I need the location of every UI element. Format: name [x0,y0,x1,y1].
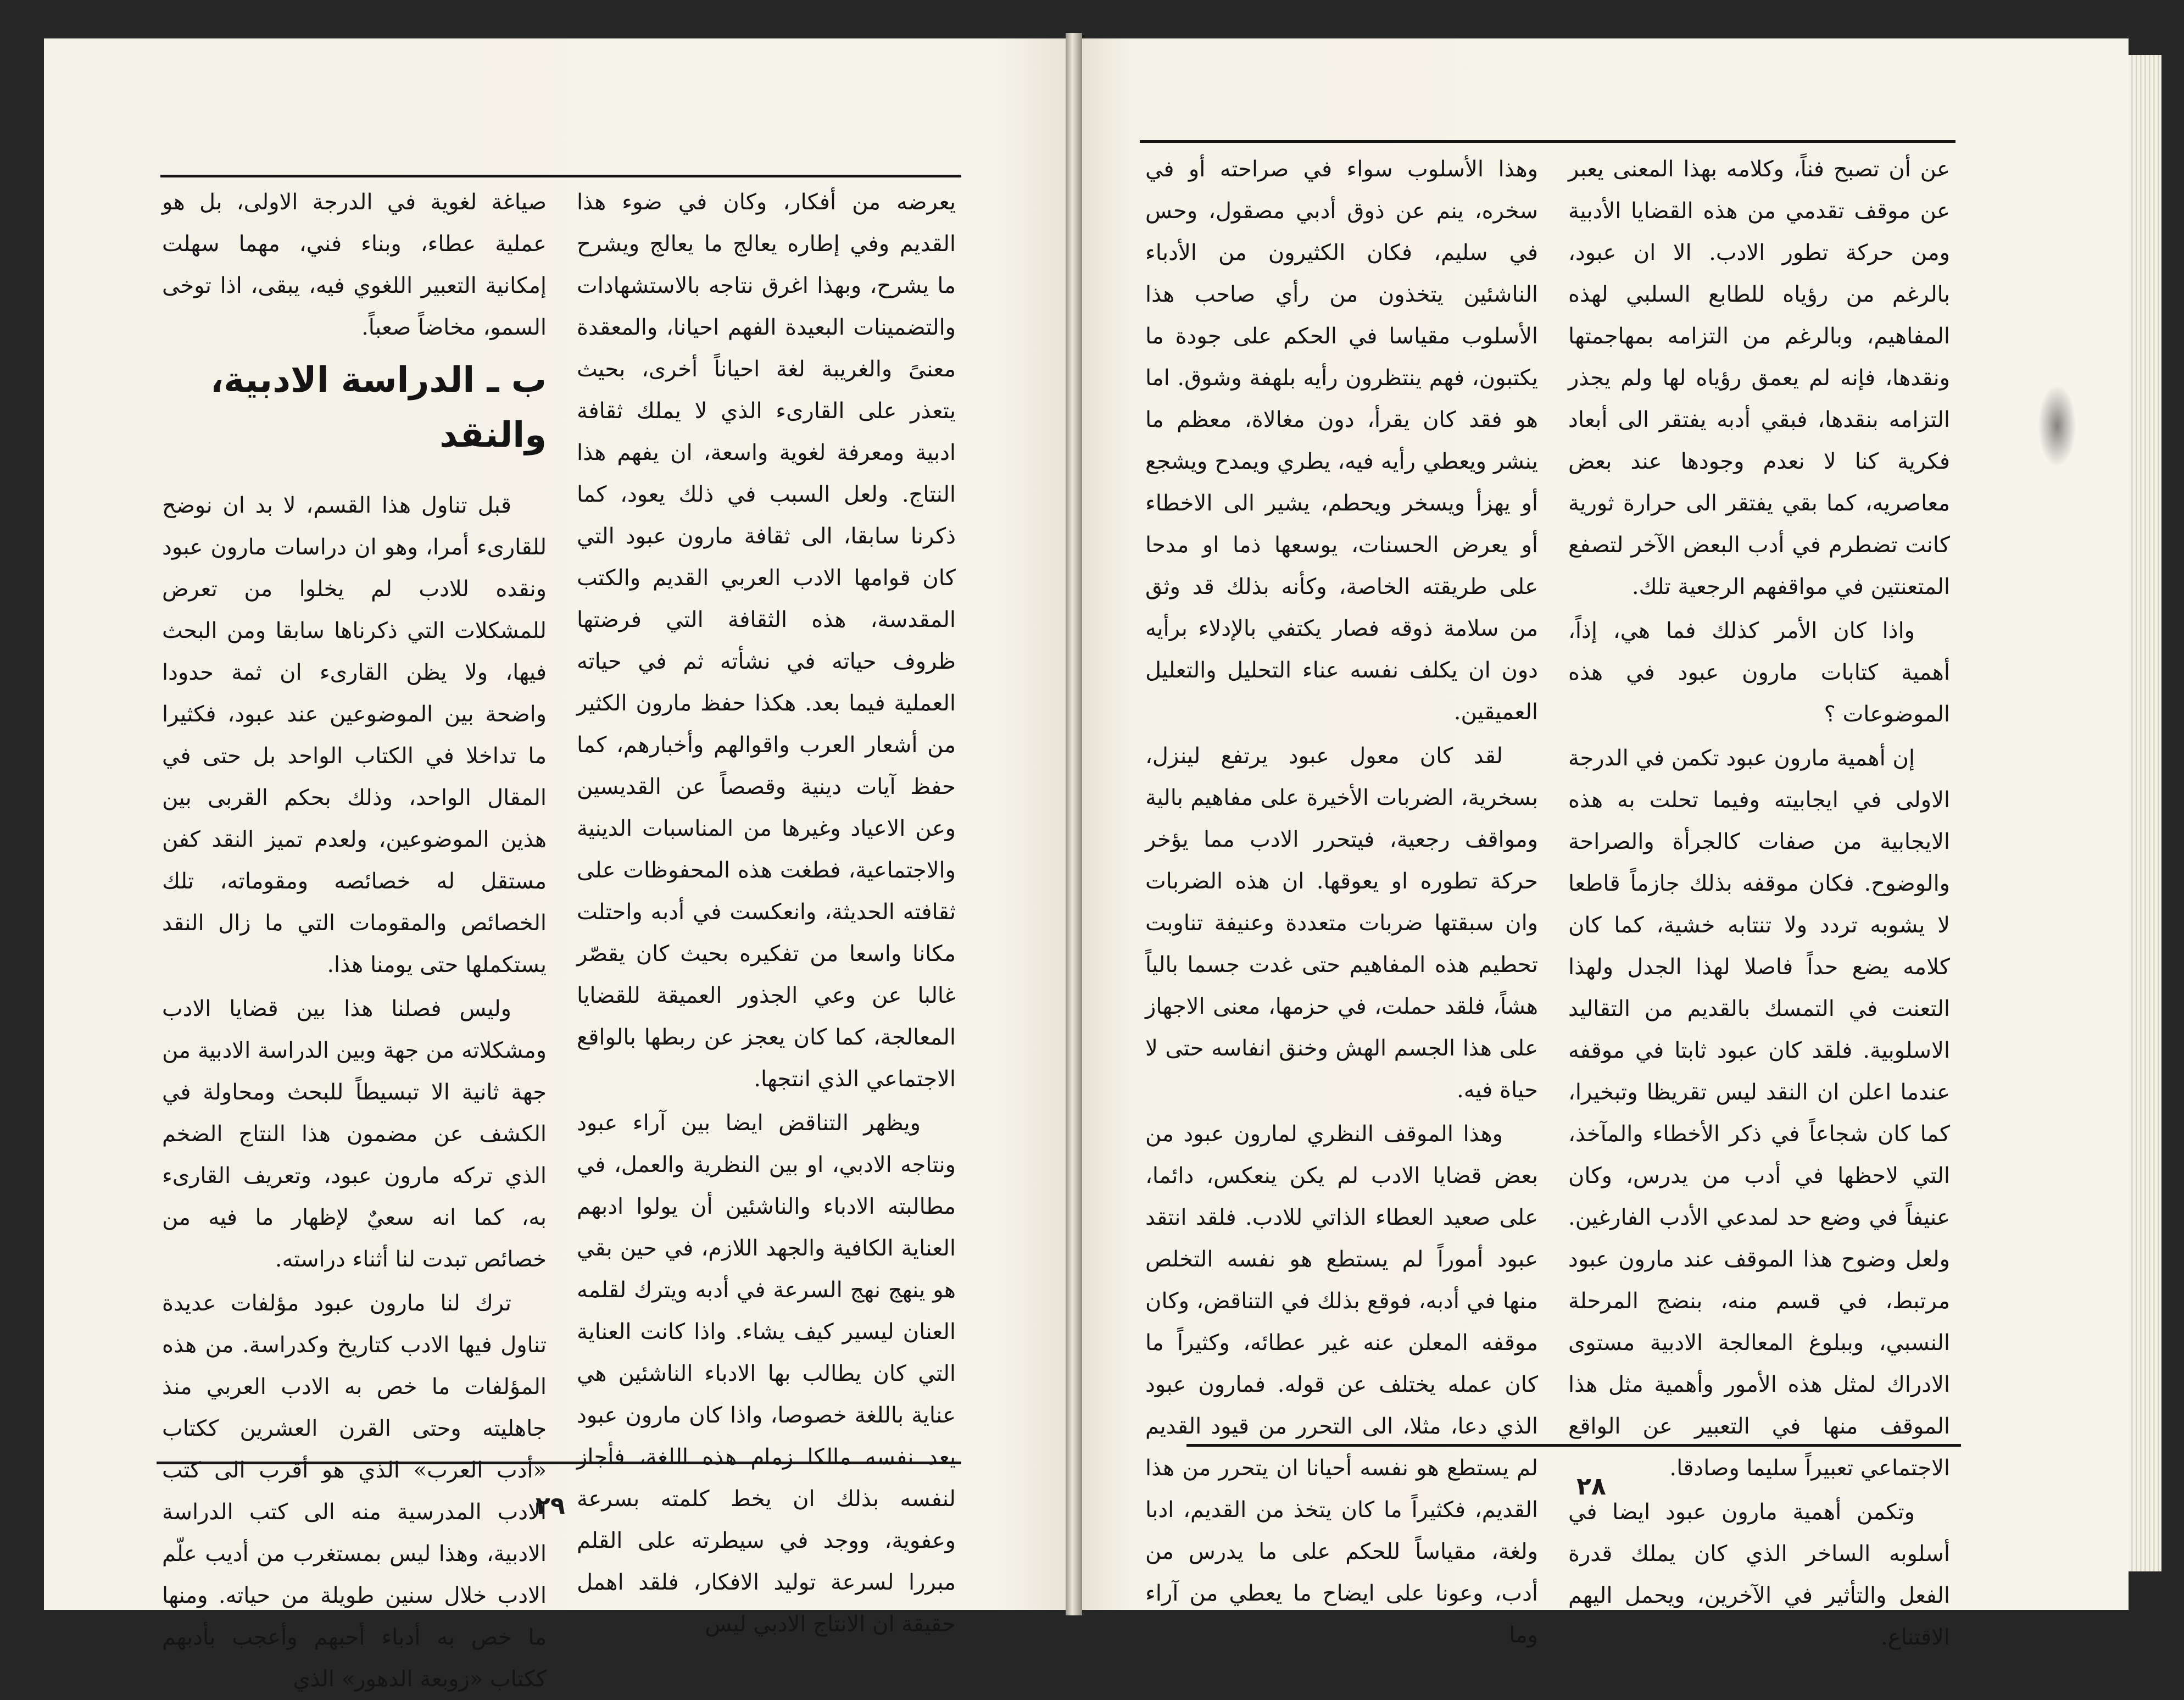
paragraph: عن أن تصبح فناً، وكلامه بهذا المعنى يعبر عن موقف تقدمي من هذه القضايا الأدبية ومن حركة تطور الادب. الا ان عبود، بالرغم من رؤياه للطابع السلبي لهذه المفاهيم، وبالرغم من التزامه بمهاجمتها ونقدها، فإنه لم يعمق رؤياه لها ولم يجذر التزامه بنقدها، فبقي أدبه يفتقر الى أبعاد فكرية كنا لا نعدم وجودها عند بعض معاصريه، كما بقي يفتقر الى حرارة ثورية كانت تضطرم في أدب البعض الآخر لتصفع المتعنتين في مواقفهم الرجعية تلك. [1568,157,1950,599]
left-page-top-rule [160,175,961,177]
section-heading: ب ـ الدراسة الادبية، والنقد [210,360,547,455]
paragraph: ترك لنا مارون عبود مؤلفات عديدة تناول فيها الادب كتاريخ وكدراسة. من هذه المؤلفات ما خص به الادب العربي منذ جاهليته وحتى القرن العشرين ككتاب «أدب العرب» الذي هو أقرب الى كتب الادب المدرسية منه الى كتب الدراسة الادبية، وهذا ليس بمستغرب من أديب علّم الادب خلال سنين طويلة من حياته. ومنها ما خص به أدباء أحبهم وأعجب بأدبهم ككتاب «زوبعة الدهور» الذي [162,1291,547,1692]
left-page-right-column [577,181,956,1637]
paragraph: وليس فصلنا هذا بين قضايا الادب ومشكلاته من جهة وبين الدراسة الادبية من جهة ثانية الا تبسيطاً للبحث ومحاولة في الكشف عن مضمون هذا النتاج الضخم الذي تركه مارون عبود، وتعريف القارىء به، كما انه سعيٌ لإظهار ما فيه من خصائص تبدت لنا أثناء دراسته. [162,996,547,1272]
page-number-left: ٢٩ [536,1492,565,1520]
paragraph: وتكمن أهمية مارون عبود ايضا في أسلوبه الساخر الذي كان يملك قدرة الفعل والتأثير في الآخرين، ويحمل اليهم الاقتناع. [1568,1499,1950,1650]
right-page-top-rule [1140,140,1955,143]
paragraph: قبل تناول هذا القسم، لا بد ان نوضح للقارىء أمرا، وهو ان دراسات مارون عبود ونقده للادب لم يخلوا من تعرض للمشكلات التي ذكرناها سابقا ومن البحث فيها، ولا يظن القارىء ان ثمة حدودا واضحة بين الموضوعين عند عبود، فكثيرا ما تداخلا في الكتاب الواحد بل حتى في المقال الواحد، وذلك بحكم القربى بين هذين الموضوعين، ولعدم تميز النقد كفن مستقل له خصائصه ومقوماته، تلك الخصائص والمقومات التي ما زال النقد يستكملها حتى يومنا هذا. [162,493,547,977]
ink-smudge [2038,385,2076,467]
paragraph: لقد كان معول عبود يرتفع لينزل، بسخرية، الضربات الأخيرة على مفاهيم بالية ومواقف رجعية، فيتحرر الادب مما يؤخر حركة تطوره او يعوقها. ان هذه الضربات وان سبقتها ضربات متعددة وعنيفة تناوبت تحطيم هذه المفاهيم حتى غدت جسما بالياً هشاً، فلقد حملت، في حزمها، معنى الاجهاز على هذا الجسم الهش وخنق انفاسه حتى لا حياة فيه. [1145,743,1538,1103]
paragraph: صياغة لغوية في الدرجة الاولى، بل هو عملية عطاء، وبناء فني، مهما سهلت إمكانية التعبير اللغوي فيه، يبقى، اذا توخى السمو، مخاضاً صعباً. [162,190,547,340]
paragraph: إن أهمية مارون عبود تكمن في الدرجة الاولى في ايجابيته وفيما تحلت به هذه الايجابية من صفات كالجرأة والصراحة والوضوح. فكان موقفه بذلك جازماً قاطعا لا يشوبه تردد ولا تنتابه خشية، كما كان كلامه يضع حداً فاصلا لهذا الجدل ولهذا التعنت في التمسك بالقديم من التقاليد الاسلوبية. فلقد كان عبود ثابتا في موقفه عندما اعلن ان النقد ليس تقريظا وتبخيرا، كما كان شجاعاً في ذكر الأخطاء والمآخذ، التي لاحظها في أدب من يدرس، وكان عنيفاً في وضع حد لمدعي الأدب الفارغين. ولعل وضوح هذا الموقف عند مارون عبود مرتبط، في قسم منه، بنضج المرحلة النسبي، وببلوغ المعالجة الادبية مستوى الادراك لمثل هذه الأمور وأهمية مثل هذا الموقف منها في التعبير عن الواقع الاجتماعي تعبيراً سليما وصادقا. [1568,746,1950,1481]
paragraph: وهذا الأسلوب سواء في صراحته أو في سخره، ينم عن ذوق أدبي مصقول، وحس في سليم، فكان الكثيرون من الأدباء الناشئين يتخذون من رأي صاحب هذا الأسلوب مقياسا في الحكم على جودة ما يكتبون، فهم ينتظرون رأيه بلهفة وشوق. اما هو فقد كان يقرأ، دون مغالاة، معظم ما ينشر ويعطي رأيه فيه، يطري ويمدح ويشجع أو يهزأ ويسخر ويحطم، يشير الى الاخطاء أو يعرض الحسنات، يوسعها ذما او مدحا على طريقته الخاصة، وكأنه بذلك قد وثق من سلامة ذوقه فصار يكتفي بالإدلاء برأيه دون ان يكلف نفسه عناء التحليل والتعليل العميقين. [1145,157,1538,725]
right-page-left-column [1145,148,1538,1648]
page-number-right: ٢٨ [1576,1473,1606,1501]
paragraph: واذا كان الأمر كذلك فما هي، إذاً، أهمية كتابات مارون عبود في هذه الموضوعات ؟ [1568,618,1950,727]
paragraph: وهذا الموقف النظري لمارون عبود من بعض قضايا الادب لم يكن ينعكس، دائما، على صعيد العطاء الذاتي للادب. فلقد انتقد عبود أموراً لم يستطع هو نفسه التخلص منها في أدبه، فوقع بذلك في التناقض، وكان موقفه المعلن عنه غير عطائه، وكثيراً ما كان عمله يختلف عن قوله. فمارون عبود الذي دعا، مثلا، الى التحرر من قيود القديم لم يستطع هو نفسه أحيانا ان يتحرر من هذا القديم، فكثيراً ما كان يتخذ من القديم، ادبا ولغة، مقياساً للحكم على ما يدرس من أدب، وعونا على ايضاح ما يعطي من آراء وما [1145,1121,1538,1648]
left-page-left-column [162,181,547,1692]
paragraph: ويظهر التناقض ايضا بين آراء عبود ونتاجه الادبي، او بين النظرية والعمل، في مطالبته الادباء والناشئين أن يولوا ادبهم العناية الكافية والجهد اللازم، في حين بقي هو ينهج نهج السرعة في أدبه ويترك لقلمه العنان ليسير كيف يشاء. واذا كانت العناية التي كان يطالب بها الادباء الناشئين هي عناية باللغة خصوصا، واذا كان مارون عبود يعد نفسه مالكا زمام هذه اللغة، فأجاز لنفسه بذلك ان يخط كلمته بسرعة وعفوية، ووجد في سيطرته على القلم مبررا لسرعة توليد الافكار، فلقد اهمل حقيقة ان الانتاج الادبي ليس [577,1110,956,1637]
page-edges [2129,55,2161,1571]
book-spine [1066,33,1082,1615]
paragraph: يعرضه من أفكار، وكان في ضوء هذا القديم وفي إطاره يعالج ما يعالج ويشرح ما يشرح، وبهذا اغرق نتاجه بالاستشهادات والتضمينات البعيدة الفهم احيانا، والمعقدة معنىً والغريبة لغة احياناً أخرى، بحيث يتعذر على القارىء الذي لا يملك ثقافة ادبية ومعرفة لغوية واسعة، ان يفهم هذا النتاج. ولعل السبب في ذلك يعود، كما ذكرنا سابقا، الى ثقافة مارون عبود التي كان قوامها الادب العربي القديم والكتب المقدسة، هذه الثقافة التي فرضتها ظروف حياته في نشأته ثم في حياته العملية فيما بعد. هكذا حفظ مارون الكثير من أشعار العرب واقوالهم وأخبارهم، كما حفظ آيات دينية وقصصاً عن القديسين وعن الاعياد وغيرها من المناسبات الدينية والاجتماعية، فطغت هذه المحفوظات على ثقافته الحديثة، وانعكست في أدبه واحتلت مكانا واسعا من تفكيره بحيث كان يقصّر غالبا عن وعي الجذور العميقة للقضايا المعالجة، كما كان يعجز عن ربطها بالواقع الاجتماعي الذي انتجها. [577,190,956,1092]
